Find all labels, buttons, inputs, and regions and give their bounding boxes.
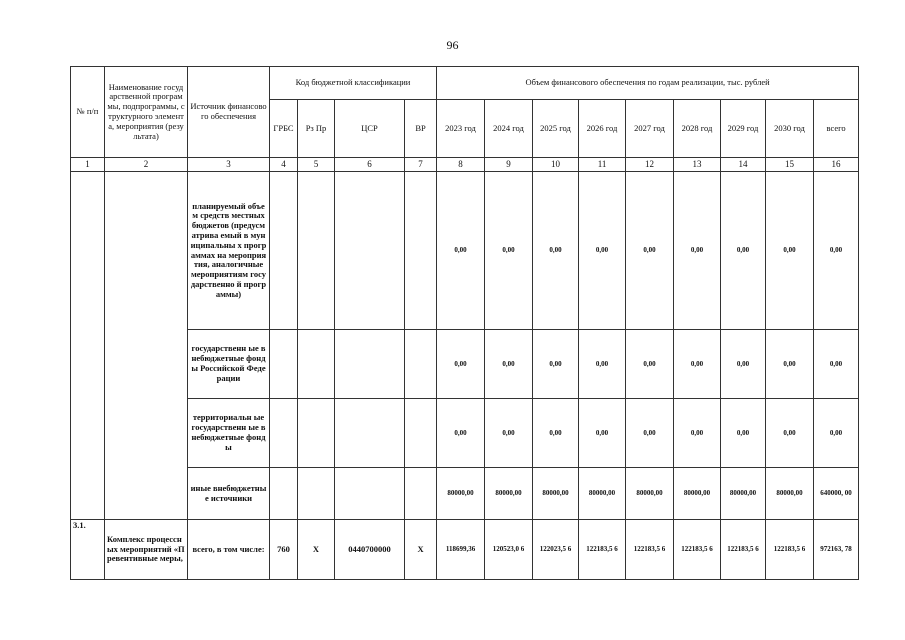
column-number-row xyxy=(71,158,859,172)
value-cell: 0,00 xyxy=(814,330,859,399)
column-number: 1 xyxy=(71,158,105,172)
value-cell: 0,00 xyxy=(721,172,766,330)
empty-cell xyxy=(270,468,298,520)
value-cell: 80000,00 xyxy=(626,468,674,520)
value-cell: 80000,00 xyxy=(766,468,814,520)
empty-cell xyxy=(270,399,298,468)
vr-cell: Х xyxy=(405,520,437,580)
value-cell: 0,00 xyxy=(533,330,579,399)
column-number: 9 xyxy=(485,158,533,172)
empty-cell xyxy=(298,468,335,520)
column-number: 6 xyxy=(335,158,405,172)
budget-table xyxy=(70,66,859,580)
value-cell: 0,00 xyxy=(721,399,766,468)
value-cell: 972163, 78 xyxy=(814,520,859,580)
column-number: 10 xyxy=(533,158,579,172)
value-cell: 0,00 xyxy=(437,399,485,468)
source-cell: территориальн ые государственн ые внебюджетные фонды xyxy=(188,399,270,468)
value-cell: 0,00 xyxy=(766,330,814,399)
value-cell: 0,00 xyxy=(579,399,626,468)
header-year: 2027 год xyxy=(626,100,674,158)
empty-name-cell xyxy=(105,172,188,520)
column-number: 7 xyxy=(405,158,437,172)
value-cell: 0,00 xyxy=(626,399,674,468)
column-number: 12 xyxy=(626,158,674,172)
empty-no-cell xyxy=(71,172,105,520)
value-cell: 80000,00 xyxy=(721,468,766,520)
value-cell: 80000,00 xyxy=(674,468,721,520)
header-total: всего xyxy=(814,100,859,158)
empty-cell xyxy=(405,172,437,330)
value-cell: 0,00 xyxy=(626,172,674,330)
value-cell: 0,00 xyxy=(674,330,721,399)
column-number: 15 xyxy=(766,158,814,172)
value-cell: 640000, 00 xyxy=(814,468,859,520)
column-number: 11 xyxy=(579,158,626,172)
header-year: 2024 год xyxy=(485,100,533,158)
value-cell: 0,00 xyxy=(721,330,766,399)
value-cell: 0,00 xyxy=(766,399,814,468)
column-number: 8 xyxy=(437,158,485,172)
column-number: 16 xyxy=(814,158,859,172)
header-year: 2030 год xyxy=(766,100,814,158)
header-year: 2029 год xyxy=(721,100,766,158)
value-cell: 0,00 xyxy=(485,330,533,399)
empty-cell xyxy=(405,468,437,520)
rzpr-cell: Х xyxy=(298,520,335,580)
value-cell: 122183,5 6 xyxy=(579,520,626,580)
header-name: Наименование государственной программы, подпрограммы, структурного элемента, мероприятия (результата) xyxy=(105,67,188,158)
column-number: 5 xyxy=(298,158,335,172)
value-cell: 0,00 xyxy=(485,172,533,330)
source-cell: иные внебюджетные источники xyxy=(188,468,270,520)
value-cell: 0,00 xyxy=(579,330,626,399)
column-number: 2 xyxy=(105,158,188,172)
value-cell: 122183,5 6 xyxy=(626,520,674,580)
value-cell: 122183,5 6 xyxy=(766,520,814,580)
value-cell: 80000,00 xyxy=(485,468,533,520)
header-grbs: ГРБС xyxy=(270,100,298,158)
value-cell: 0,00 xyxy=(437,172,485,330)
value-cell: 0,00 xyxy=(533,172,579,330)
column-number: 3 xyxy=(188,158,270,172)
header-year: 2028 год xyxy=(674,100,721,158)
header-rzpr: Рз Пр xyxy=(298,100,335,158)
row-number: 3.1. xyxy=(71,520,105,580)
empty-cell xyxy=(270,330,298,399)
empty-cell xyxy=(270,172,298,330)
column-number: 4 xyxy=(270,158,298,172)
empty-cell xyxy=(298,330,335,399)
empty-cell xyxy=(335,399,405,468)
row-name: Комплекс процессных мероприятий «Превентивные меры, xyxy=(105,520,188,580)
column-number: 14 xyxy=(721,158,766,172)
value-cell: 0,00 xyxy=(814,399,859,468)
header-year: 2023 год xyxy=(437,100,485,158)
column-number: 13 xyxy=(674,158,721,172)
empty-cell xyxy=(335,172,405,330)
source-cell: государственн ые внебюджетные фонды Российской Федерации xyxy=(188,330,270,399)
header-vr: ВР xyxy=(405,100,437,158)
value-cell: 0,00 xyxy=(766,172,814,330)
header-budget-code: Код бюджетной классификации xyxy=(270,67,437,100)
header-volume: Объем финансового обеспечения по годам реализации, тыс. рублей xyxy=(437,67,859,100)
table-row xyxy=(71,520,859,580)
header-csr: ЦСР xyxy=(335,100,405,158)
header-year: 2026 год xyxy=(579,100,626,158)
grbs-cell: 760 xyxy=(270,520,298,580)
value-cell: 0,00 xyxy=(485,399,533,468)
source-cell: планируемый объем средств местных бюджетов (предусматрива емый в муниципальны х программах на мероприятия, аналогичные мероприятиям государственно й программы) xyxy=(188,172,270,330)
value-cell: 0,00 xyxy=(814,172,859,330)
header-no: № п/п xyxy=(71,67,105,158)
header-source: Источник финансового обеспечения xyxy=(188,67,270,158)
value-cell: 80000,00 xyxy=(533,468,579,520)
page-number: 96 xyxy=(446,38,459,52)
value-cell: 80000,00 xyxy=(579,468,626,520)
source-cell: всего, в том числе: xyxy=(188,520,270,580)
value-cell: 0,00 xyxy=(674,399,721,468)
csr-cell: 0440700000 xyxy=(335,520,405,580)
table-row xyxy=(71,468,859,520)
empty-cell xyxy=(298,399,335,468)
value-cell: 0,00 xyxy=(533,399,579,468)
value-cell: 118699,36 xyxy=(437,520,485,580)
value-cell: 120523,0 6 xyxy=(485,520,533,580)
empty-cell xyxy=(405,330,437,399)
value-cell: 122183,5 6 xyxy=(674,520,721,580)
value-cell: 122023,5 6 xyxy=(533,520,579,580)
table-row xyxy=(71,172,859,330)
header-year: 2025 год xyxy=(533,100,579,158)
table-row xyxy=(71,330,859,399)
empty-cell xyxy=(335,330,405,399)
empty-cell xyxy=(335,468,405,520)
value-cell: 0,00 xyxy=(437,330,485,399)
value-cell: 80000,00 xyxy=(437,468,485,520)
table-row xyxy=(71,399,859,468)
value-cell: 0,00 xyxy=(626,330,674,399)
value-cell: 0,00 xyxy=(579,172,626,330)
empty-cell xyxy=(405,399,437,468)
value-cell: 0,00 xyxy=(674,172,721,330)
empty-cell xyxy=(298,172,335,330)
value-cell: 122183,5 6 xyxy=(721,520,766,580)
